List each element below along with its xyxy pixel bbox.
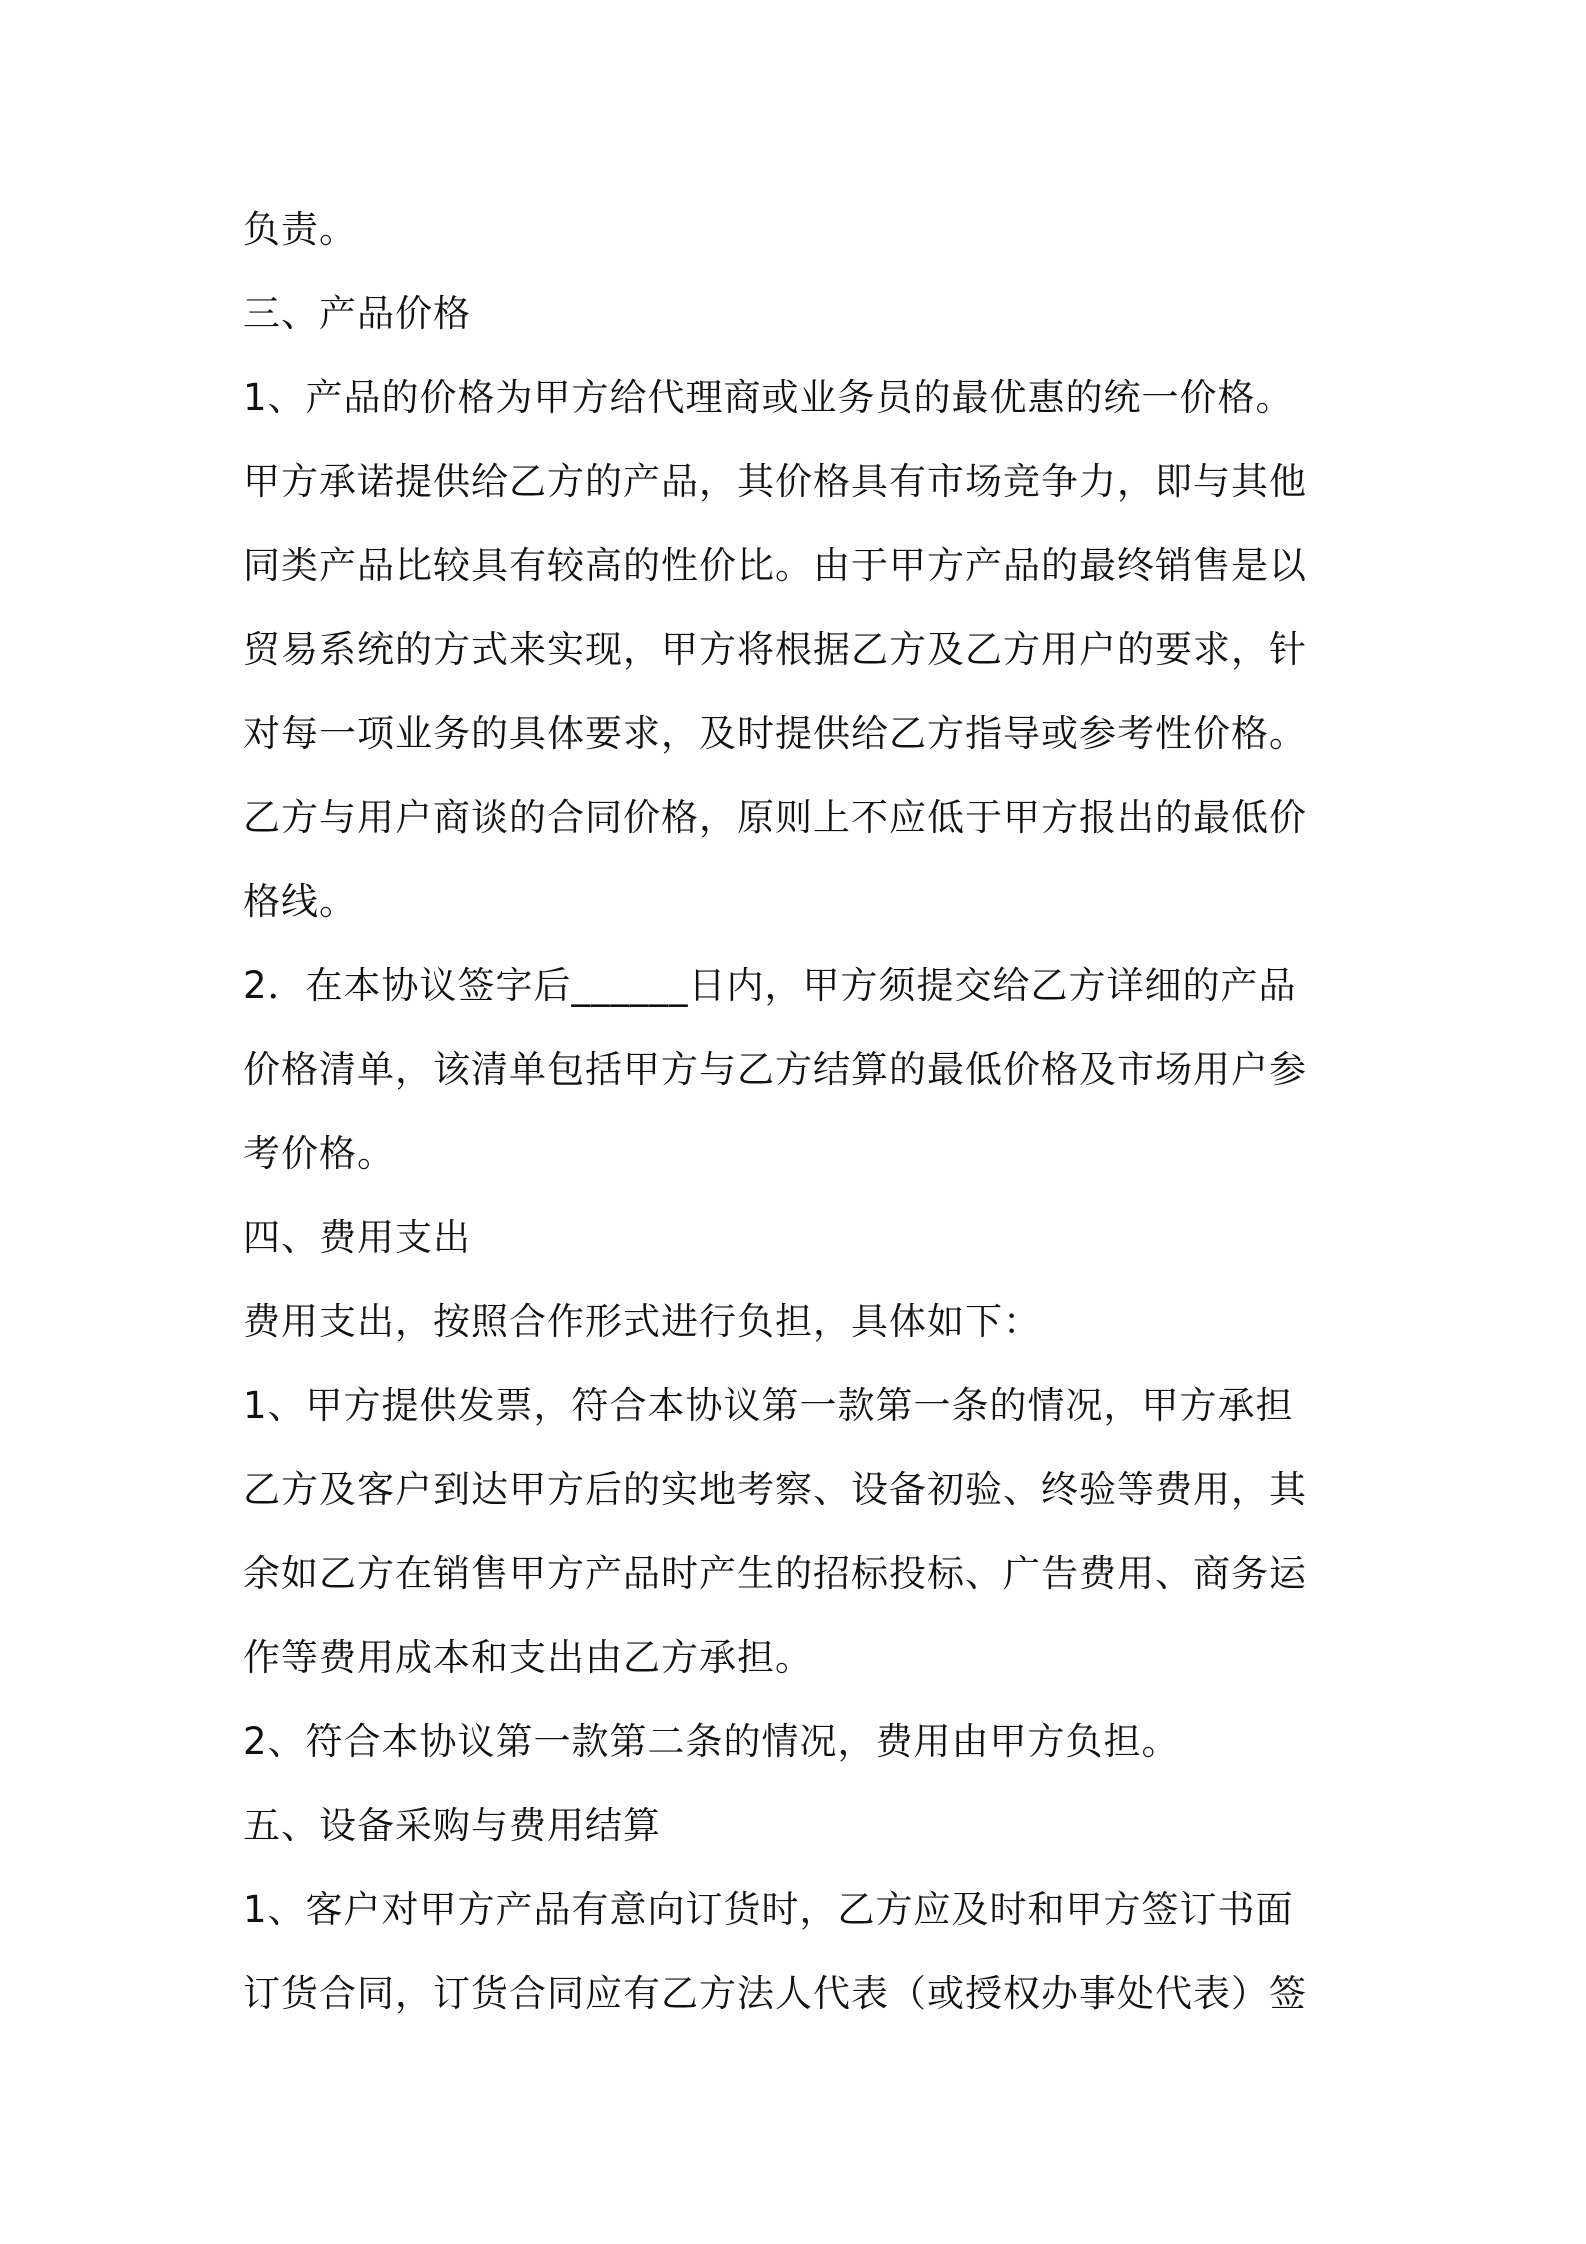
text-line: 乙方与用户商谈的合同价格，原则上不应低于甲方报出的最低价 xyxy=(243,796,1307,839)
text-line: 2、符合本协议第一款第二条的情况，费用由甲方负担。 xyxy=(243,1720,1180,1763)
text-line: 格线。 xyxy=(243,880,357,923)
text-line: 价格清单，该清单包括甲方与乙方结算的最低价格及市场用户参 xyxy=(243,1048,1307,1091)
text-line: 1、产品的价格为甲方给代理商或业务员的最优惠的统一价格。 xyxy=(243,376,1294,419)
section-heading-procurement-settlement: 五、设备采购与费用结算 xyxy=(243,1804,661,1847)
text-line: 同类产品比较具有较高的性价比。由于甲方产品的最终销售是以 xyxy=(243,544,1307,587)
section-heading-product-price: 三、产品价格 xyxy=(243,292,471,335)
text-line: 负责。 xyxy=(243,208,357,251)
text-line: 考价格。 xyxy=(243,1132,395,1175)
text-line: 乙方及客户到达甲方后的实地考察、设备初验、终验等费用，其 xyxy=(243,1468,1307,1511)
text-line: 2．在本协议签字后______日内，甲方须提交给乙方详细的产品 xyxy=(243,964,1297,1007)
text-line: 费用支出，按照合作形式进行负担，具体如下： xyxy=(243,1300,1041,1343)
text-line: 贸易系统的方式来实现，甲方将根据乙方及乙方用户的要求，针 xyxy=(243,628,1307,671)
text-line: 甲方承诺提供给乙方的产品，其价格具有市场竞争力，即与其他 xyxy=(243,460,1307,503)
text-line: 订货合同，订货合同应有乙方法人代表（或授权办事处代表）签 xyxy=(243,1972,1307,2015)
section-heading-expenses: 四、费用支出 xyxy=(243,1216,471,1259)
text-line: 1、客户对甲方产品有意向订货时，乙方应及时和甲方签订书面 xyxy=(243,1888,1294,1931)
text-line: 1、甲方提供发票，符合本协议第一款第一条的情况，甲方承担 xyxy=(243,1384,1294,1427)
text-line: 余如乙方在销售甲方产品时产生的招标投标、广告费用、商务运 xyxy=(243,1552,1307,1595)
text-line: 作等费用成本和支出由乙方承担。 xyxy=(243,1636,813,1679)
text-line: 对每一项业务的具体要求，及时提供给乙方指导或参考性价格。 xyxy=(243,712,1307,755)
